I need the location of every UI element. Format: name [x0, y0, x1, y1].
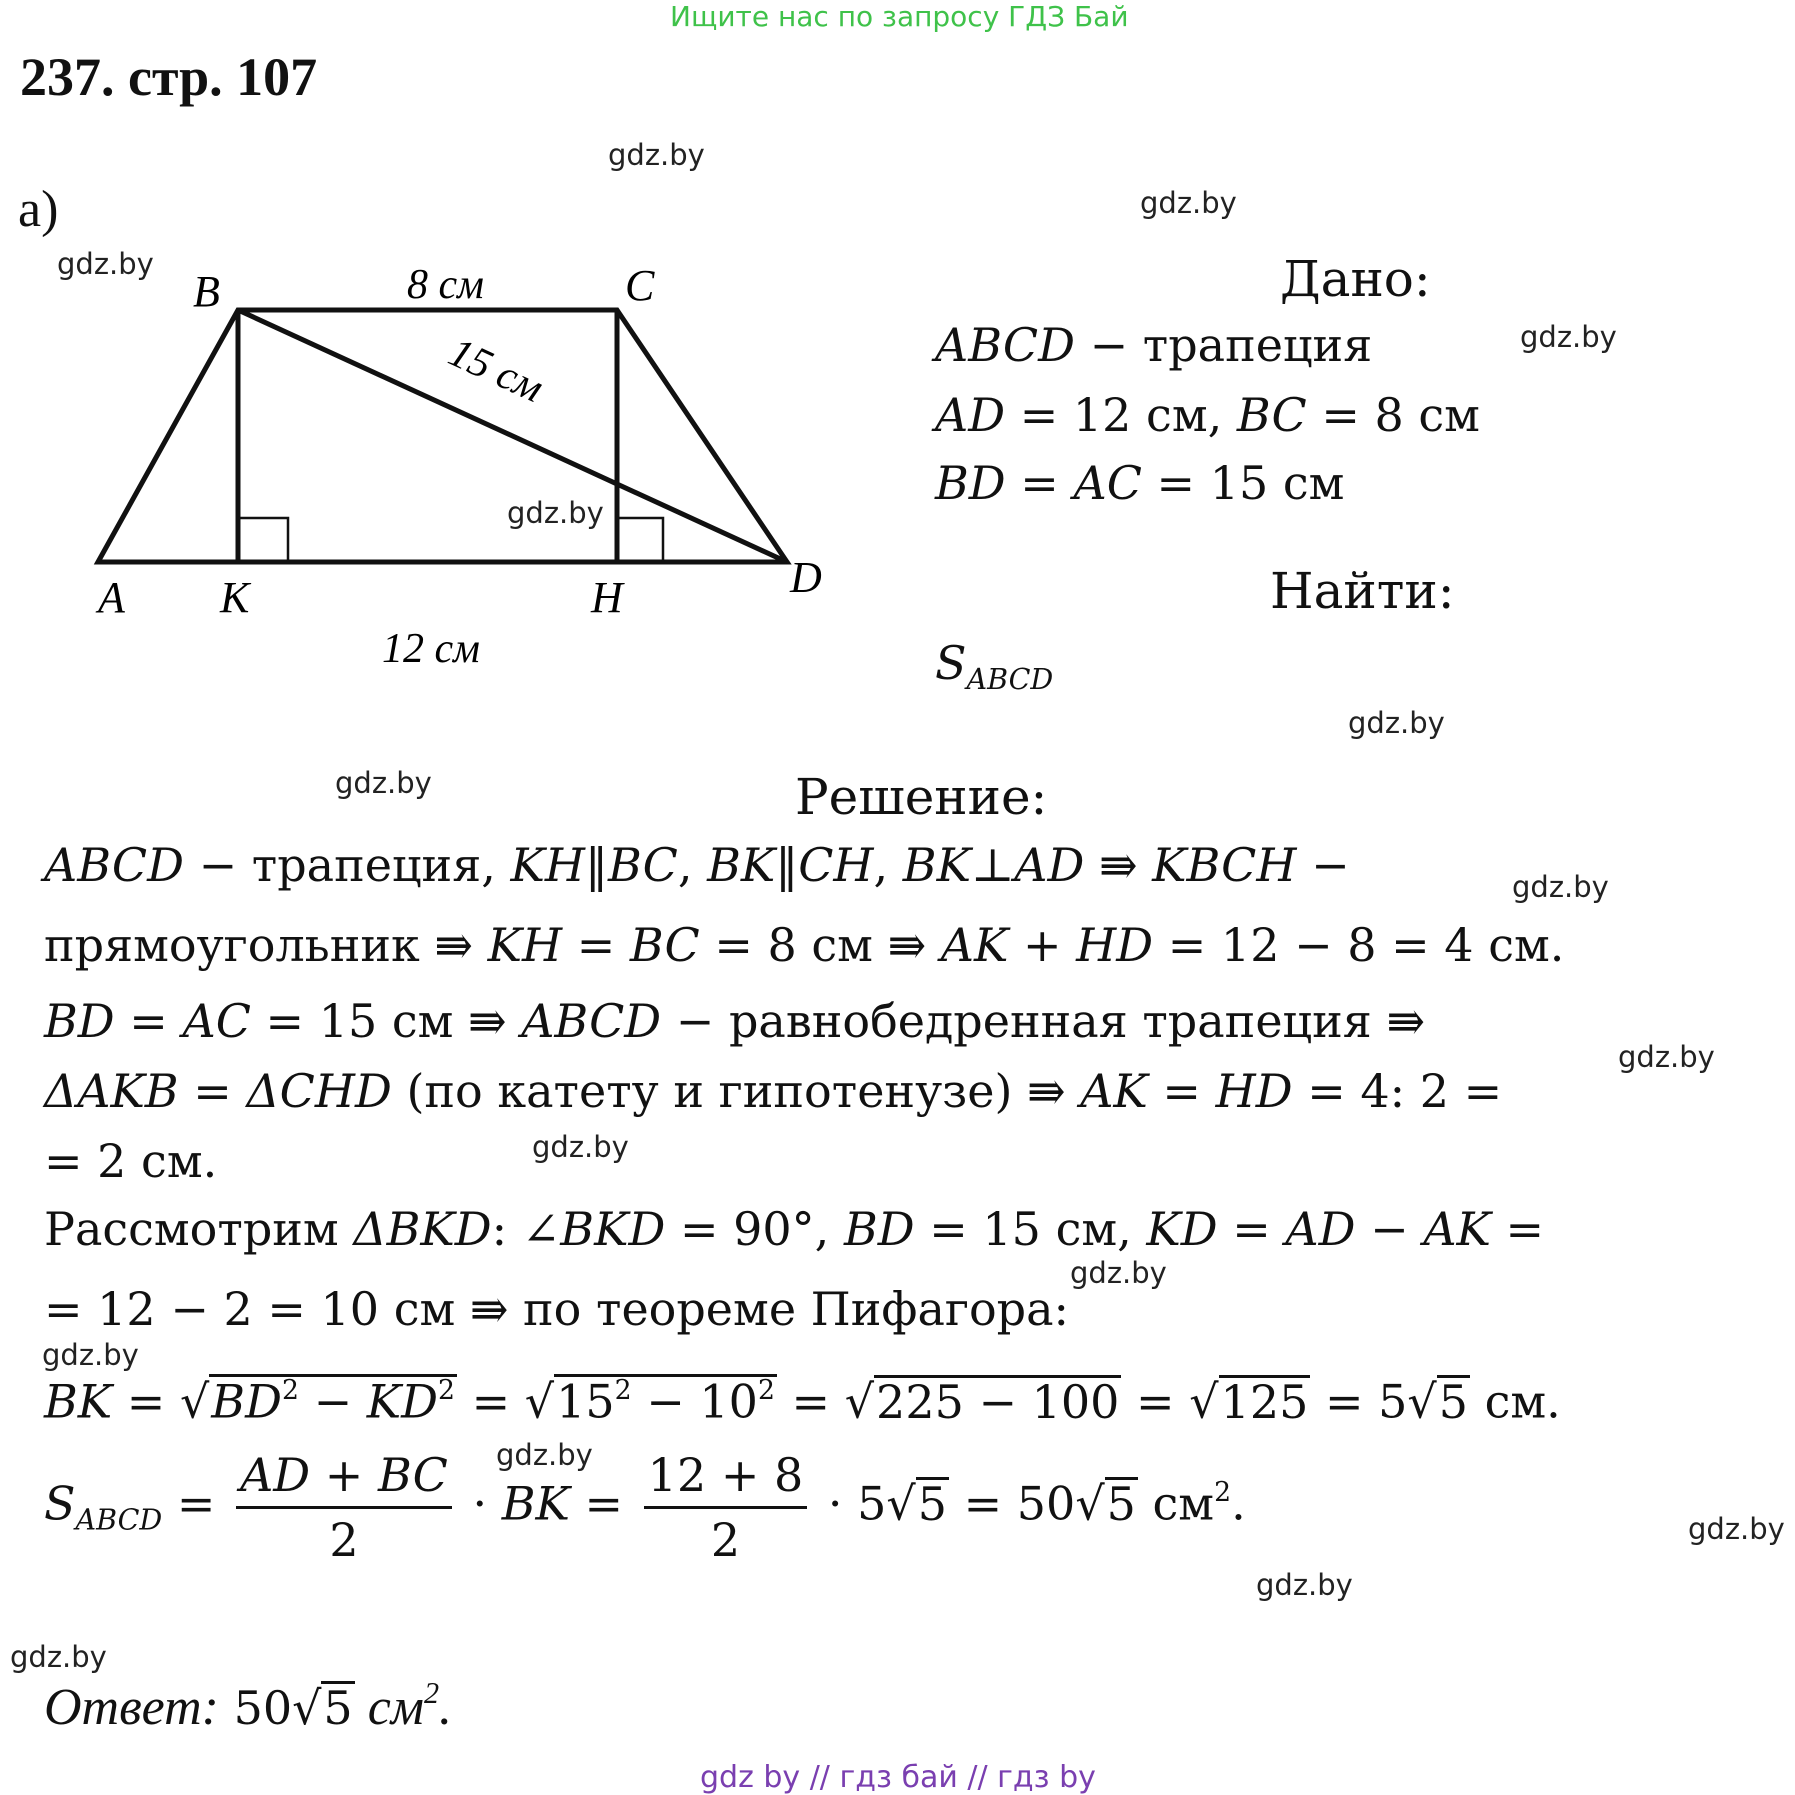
given-line-3: [935, 456, 1344, 510]
given-line-2: [935, 388, 1480, 442]
radicand: 5: [917, 1476, 947, 1531]
watermark: gdz.by: [507, 496, 604, 530]
text: ,: [873, 838, 903, 892]
watermark: gdz.by: [1348, 706, 1445, 740]
solution-line-5: = 2 см.: [44, 1134, 218, 1188]
solution-line-9: [44, 1448, 1246, 1567]
text: ⊥: [970, 838, 1015, 892]
math-text: ΔCHD: [246, 1064, 392, 1118]
text: = 12 − 8 = 4 см.: [1153, 918, 1565, 972]
vertex-label-d: D: [790, 553, 822, 602]
math-text: AC: [182, 994, 251, 1048]
length-ad: 12 см: [382, 626, 480, 672]
watermark: gdz.by: [1618, 1040, 1715, 1074]
area-subscript: ABCD: [75, 1503, 163, 1537]
text: см.: [1470, 1374, 1561, 1429]
text: = 4: 2 =: [1292, 1064, 1503, 1118]
watermark: gdz.by: [1520, 320, 1617, 354]
given-header: Дано:: [1280, 250, 1431, 308]
text: =: [1147, 1064, 1216, 1118]
math-text: BK: [902, 838, 971, 892]
watermark: gdz.by: [335, 766, 432, 800]
text: = 15 см ⇛: [250, 994, 522, 1048]
text: = 5√: [1310, 1374, 1437, 1429]
math-text: KH: [510, 838, 585, 892]
math-text: AC: [1073, 456, 1142, 510]
math-text: ABCD: [44, 838, 184, 892]
watermark: gdz.by: [1688, 1512, 1785, 1546]
text: ⇛: [1084, 838, 1153, 892]
text: =: [178, 1064, 247, 1118]
denominator: 2: [329, 1513, 359, 1567]
vertex-label-c: C: [625, 261, 655, 310]
exponent: 2: [614, 1375, 632, 1406]
radicand: 5: [1438, 1374, 1469, 1429]
length-bd: 15 см: [441, 329, 551, 412]
fraction: [644, 1448, 808, 1567]
text: =: [1217, 1202, 1286, 1256]
math-text: KH: [487, 918, 563, 972]
answer-label: Ответ:: [44, 1679, 219, 1737]
exponent: 2: [757, 1375, 775, 1406]
math-text: ΔAKB: [44, 1064, 179, 1118]
text: = 12 см,: [1005, 388, 1237, 442]
area-subscript: ABCD: [966, 662, 1054, 696]
text: =: [1005, 456, 1074, 510]
math-text: ΔBKD: [353, 1202, 492, 1256]
text: = 8 см ⇛: [699, 918, 941, 972]
denominator: 2: [710, 1513, 741, 1567]
math-text: BD: [843, 1202, 915, 1256]
answer-value: 50√: [218, 1681, 322, 1736]
exponent: 2: [438, 1375, 455, 1406]
watermark: gdz.by: [1256, 1568, 1353, 1602]
math-text: BC: [607, 838, 678, 892]
right-angle-k-marker: [238, 518, 288, 562]
text: прямоугольник ⇛: [44, 918, 488, 972]
trapezoid-figure: [80, 240, 860, 680]
solution-header: Решение:: [795, 768, 1048, 826]
solution-line-7: = 12 − 2 = 10 см ⇛ по теореме Пифагора:: [44, 1282, 1070, 1336]
text: =: [1490, 1202, 1545, 1256]
text: = 15 см,: [914, 1202, 1147, 1256]
solution-line-2: [44, 918, 1564, 972]
vertex-label-a: A: [98, 573, 125, 622]
fraction: [236, 1448, 452, 1567]
math-text: AD: [935, 388, 1006, 442]
radicand: [209, 1374, 457, 1429]
text: −: [1355, 1202, 1424, 1256]
text: 15: [556, 1374, 615, 1429]
find-target: [935, 636, 1053, 696]
math-text: HD: [1076, 918, 1154, 972]
text: ‖: [775, 838, 799, 892]
text: = √: [776, 1374, 875, 1429]
length-bc: 8 см: [407, 262, 484, 308]
text: =: [162, 1476, 231, 1531]
text: −: [298, 1374, 367, 1429]
text: − 10: [631, 1374, 758, 1429]
watermark: gdz.by: [608, 138, 705, 172]
area-symbol: S: [44, 1476, 76, 1531]
text: .: [1231, 1476, 1246, 1531]
math-text: BD: [44, 994, 115, 1048]
point-label-k: K: [220, 573, 250, 622]
text: − трапеция,: [183, 838, 511, 892]
math-text: BKD: [560, 1202, 666, 1256]
search-banner: Ищите нас по запросу ГДЗ Бай: [670, 0, 1129, 33]
area-symbol: S: [935, 636, 967, 690]
solution-line-6: [44, 1202, 1544, 1256]
radicand: 225 − 100: [876, 1374, 1120, 1429]
solution-line-4: [44, 1064, 1502, 1118]
watermark: gdz.by: [42, 1338, 139, 1372]
exponent: 2: [423, 1676, 440, 1710]
text: .: [439, 1679, 453, 1737]
exponent: 2: [1214, 1476, 1232, 1508]
text: =: [114, 994, 183, 1048]
math-text: AD: [1014, 838, 1085, 892]
text: − трапеция: [1074, 318, 1373, 372]
numerator: 12 + 8: [644, 1448, 808, 1509]
text: −: [1296, 838, 1350, 892]
math-text: KD: [1146, 1202, 1218, 1256]
radicand: 5: [1106, 1476, 1136, 1531]
text: ‖: [584, 838, 608, 892]
answer: [44, 1676, 452, 1737]
watermark: gdz.by: [1140, 186, 1237, 220]
math-text: BK: [44, 1374, 113, 1429]
text: = 50√: [949, 1476, 1105, 1531]
text: Рассмотрим: [44, 1202, 354, 1256]
math-text: BC: [1236, 388, 1307, 442]
math-text: ABCD: [935, 318, 1075, 372]
text: = 15 см: [1141, 456, 1345, 510]
solution-line-8: [44, 1374, 1561, 1429]
exercise-title: 237. стр. 107: [20, 47, 318, 107]
math-text: BK: [707, 838, 776, 892]
math-text: KBCH: [1152, 838, 1297, 892]
trapezoid-outline: [98, 310, 787, 562]
answer-unit: см: [354, 1679, 424, 1737]
radicand: 125: [1220, 1374, 1309, 1429]
footer-links: gdz by // гдз бай // гдз by: [700, 1760, 1096, 1795]
watermark: gdz.by: [496, 1438, 593, 1472]
text: = √: [1121, 1374, 1219, 1429]
text: см: [1137, 1476, 1215, 1531]
text: : ∠: [491, 1202, 561, 1256]
math-text: HD: [1215, 1064, 1293, 1118]
text: − равнобедренная трапеция ⇛: [661, 994, 1425, 1048]
find-header: Найти:: [1270, 562, 1455, 620]
numerator: AD + BC: [236, 1448, 452, 1509]
exponent: 2: [281, 1375, 299, 1406]
math-text: AK: [1080, 1064, 1148, 1118]
math-text: ABCD: [521, 994, 662, 1048]
text: = √: [456, 1374, 555, 1429]
math-text: BK: [501, 1476, 570, 1531]
vertex-label-b: B: [193, 267, 220, 316]
text: =: [569, 1476, 638, 1531]
watermark: gdz.by: [1512, 870, 1609, 904]
math-text: BD: [211, 1374, 282, 1429]
text: ,: [677, 838, 708, 892]
math-text: BC: [629, 918, 700, 972]
radicand: [554, 1374, 777, 1429]
math-text: KD: [366, 1374, 438, 1429]
part-label: а): [18, 181, 59, 238]
watermark: gdz.by: [10, 1640, 107, 1674]
watermark: gdz.by: [57, 247, 154, 281]
text: = √: [112, 1374, 210, 1429]
math-text: AK: [1423, 1202, 1491, 1256]
text: · 5√: [813, 1476, 916, 1531]
text: = 8 см: [1306, 388, 1480, 442]
math-text: BD: [935, 456, 1006, 510]
text: +: [1008, 918, 1077, 972]
text: =: [562, 918, 630, 972]
math-text: CH: [798, 838, 874, 892]
math-text: AK: [940, 918, 1009, 972]
watermark: gdz.by: [532, 1130, 629, 1164]
point-label-h: H: [591, 573, 623, 622]
right-angle-h-marker: [617, 518, 663, 562]
solution-line-1: [44, 838, 1350, 892]
text: = 90°,: [665, 1202, 844, 1256]
radicand: 5: [323, 1681, 353, 1736]
watermark: gdz.by: [1070, 1256, 1167, 1290]
solution-line-3: [44, 994, 1425, 1048]
math-text: AD: [1285, 1202, 1356, 1256]
text: (по катету и гипотенузе) ⇛: [391, 1064, 1081, 1118]
given-line-1: [935, 318, 1372, 372]
text: ·: [457, 1476, 502, 1531]
